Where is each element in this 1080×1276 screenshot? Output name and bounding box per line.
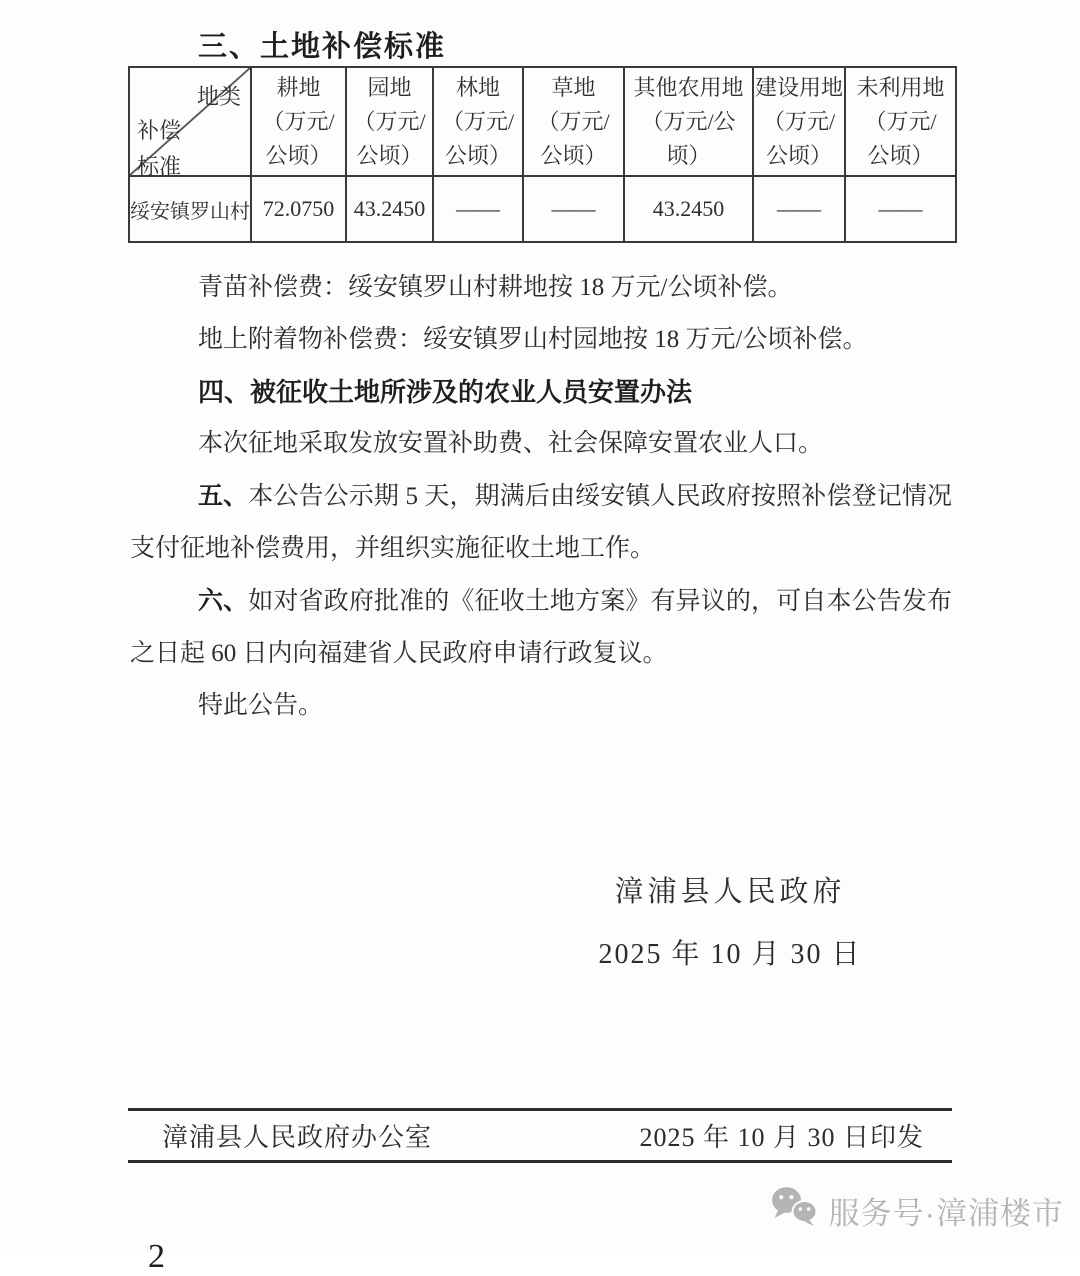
value-construction: —— <box>753 176 845 242</box>
para-section6 <box>130 575 952 680</box>
page-number: 2 <box>148 1238 165 1275</box>
para-section4: 本次征地采取发放安置补助费、社会保障安置农业人口。 <box>198 430 824 457</box>
wechat-watermark <box>771 1186 1064 1234</box>
wechat-icon <box>771 1186 817 1234</box>
para5-text: 本公告公示期 5 天，期满后由绥安镇人民政府按照补偿登记情况支付征地补偿费用，并组织实施征收土地工作。 <box>130 483 952 562</box>
table-data-row <box>129 176 956 242</box>
compensation-table <box>128 66 957 243</box>
col-header-cultivated: 耕地 （万元/ 公顷） <box>251 67 346 176</box>
value-cultivated: 72.0750 <box>251 176 346 242</box>
footer-print-date: 2025 年 10 月 30 日印发 <box>639 1123 924 1152</box>
footer-office: 漳浦县人民政府办公室 <box>162 1123 433 1152</box>
signature-block <box>540 869 920 972</box>
para5-number: 五、 <box>198 482 249 510</box>
footer-rule-bottom <box>128 1160 952 1163</box>
village-label: 绥安镇罗山村 <box>129 176 251 242</box>
corner-label-compensation: 补偿 <box>137 118 182 143</box>
para-section5 <box>130 470 952 575</box>
para6-text: 如对省政府批准的《征收土地方案》有异议的，可自本公告发布之日起 60 日内向福建省人民政府申请行政复议。 <box>130 588 952 667</box>
corner-cell-diagonal <box>129 67 251 179</box>
body-text <box>130 262 952 732</box>
col-header-garden: 园地 （万元/ 公顷） <box>346 67 433 176</box>
value-unused: —— <box>845 176 956 242</box>
section4-title: 四、被征收土地所涉及的农业人员安置办法 <box>198 377 693 407</box>
value-garden: 43.2450 <box>346 176 433 242</box>
signature-date: 2025 年 10 月 30 日 <box>598 939 862 970</box>
para6-number: 六、 <box>198 587 249 615</box>
value-grass: —— <box>523 176 624 242</box>
section3-title: 三、土地补偿标准 <box>198 31 447 63</box>
para-closing: 特此公告。 <box>198 692 324 719</box>
table-header-row <box>129 67 956 176</box>
document-footer <box>128 1108 952 1163</box>
para-qingmiao: 青苗补偿费：绥安镇罗山村耕地按 18 万元/公顷补偿。 <box>198 274 793 301</box>
value-other-agri: 43.2450 <box>624 176 753 242</box>
corner-label-standard: 标准 <box>137 154 182 179</box>
para-dishang: 地上附着物补偿费：绥安镇罗山村园地按 18 万元/公顷补偿。 <box>198 326 868 353</box>
value-forest: —— <box>433 176 523 242</box>
signature-issuer: 漳浦县人民政府 <box>614 876 846 908</box>
col-header-construction: 建设用地 （万元/ 公顷） <box>753 67 845 176</box>
col-header-unused: 未利用地 （万元/ 公顷） <box>845 67 956 176</box>
col-header-grass: 草地 （万元/ 公顷） <box>523 67 624 176</box>
corner-label-landtype: 地类 <box>196 84 241 109</box>
col-header-other-agri: 其他农用地 （万元/公顷） <box>624 67 753 176</box>
watermark-label: 服务号·漳浦楼市 <box>828 1195 1064 1231</box>
col-header-forest: 林地 （万元/ 公顷） <box>433 67 523 176</box>
